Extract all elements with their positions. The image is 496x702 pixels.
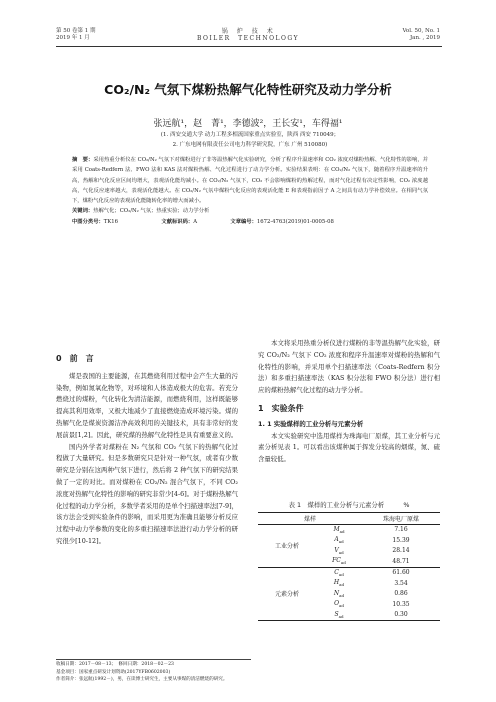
footnote-rule bbox=[56, 659, 251, 660]
journal-name: 锅 炉 技 术 BOILER TECHNOLOGY bbox=[196, 28, 300, 42]
table-value: 7.16 bbox=[394, 526, 408, 534]
author-list: 张远航¹，赵 菁¹，李德波²，王长安¹，车得福¹ bbox=[153, 119, 343, 129]
table-item: $M_{ad}$ bbox=[333, 525, 345, 534]
right-column bbox=[258, 338, 440, 466]
intro-paragraph-1: 煤是我国的主要能源，在其燃烧利用过程中会产生大量的污染物，例如氮氧化物等，对环境和人体造成极大的危害。若充分燃烧过的煤粉，气化转化为清洁能源，而燃烧利用，这样既能够提高其利用效率，又极大地减少了直接燃烧造成环境污染。煤的热解气化是煤炭资源洁净高效利用的关键技术，具有非常好的发展前景[1,2]。因此，研究煤的热解气化特性是具有重要意义的。 bbox=[56, 371, 238, 439]
left-column bbox=[56, 353, 238, 548]
abstract-text: 摘 要：采用热重分析仪在 CO₂/N₂ 气氛下对煤粉进行了非等温热解气化实验研究，分析了程序升温速率和 CO₂ 浓度对煤粉热解、气化特性的影响，并采用 Coats-Redfern 法、FWO 法和 KAS 法对煤粉热解、气化过程进行了动力学分析。实验结果表明：在 CO₂/N₂ 气氛下，随着程序升温速率的升高，热解和气化反应区间均增大，表观活化能均减小。在 CO₂/N₂ 气氛下，CO₂ 不会影响煤粉的热解过程，而对气化过程有决定性影响，CO₂ 浓度越高，气化反应速率越大，表观活化能越大。在 CO₂/N₂ 气氛中煤粉气化反应的表观活化能 E 和表观指前因子 A 之间具有动力学补偿效应。在相同气氛下，煤粉气化反应的表观活化能随转化率的增大而减小。 bbox=[72, 157, 428, 205]
table-value: 0.86 bbox=[394, 590, 408, 598]
paper-title: CO₂/N₂ 气氛下煤粉热解气化特性研究及动力学分析 bbox=[104, 82, 392, 97]
affiliations: (1. 西安交通大学 动力工程多相流国家重点实验室，陕西 西安 710049； 2. 广东电网有限责任公司电力科学研究院，广东 广州 510080) bbox=[160, 132, 340, 148]
table-value: 28.14 bbox=[392, 547, 410, 555]
coal-analysis-table bbox=[258, 500, 440, 621]
subsection-heading: 1. 1 实验煤样的工业分析与元素分析 bbox=[258, 419, 364, 428]
table-header-coal: 珠海电厂原煤 bbox=[382, 515, 419, 523]
intro-paragraph-3: 本文将采用热重分析仪进行煤粉的非等温热解气化实验，研究 CO₂/N₂ 气氛下 CO₂ 浓度和程序升温速率对煤粉的热解和气化特性的影响，并采用单个扫描速率法（Coats-Redfern 积分法）和多重扫描速率法（KAS 积分法和 FWO 积分法）进行相应的煤粉热解气化过程的动力学分析。 bbox=[258, 339, 440, 395]
experiment-paragraph: 本文实验研究中选用煤样为珠海电厂原煤，其工业分析与元素分析见表 1。可以看出该煤种属于挥发分较高的烟煤，氮、硫含量较低。 bbox=[258, 431, 440, 464]
table-value: 3.54 bbox=[394, 579, 408, 587]
table-item: $FC_{ad}$ bbox=[332, 557, 346, 566]
table-value: 15.39 bbox=[392, 536, 410, 544]
journal-date-info: Vol. 50, No. 1 Jan. , 2019 bbox=[402, 28, 440, 41]
table-row bbox=[258, 524, 440, 535]
table-value: 48.71 bbox=[392, 557, 410, 565]
table-caption: 表 1 煤样的工业分析与元素分析 % bbox=[288, 501, 410, 509]
table-item: $C_{ad}$ bbox=[334, 568, 344, 577]
table-value: 61.60 bbox=[392, 569, 410, 577]
table-item: $N_{ad}$ bbox=[333, 589, 345, 598]
table-header-sample: 煤样 bbox=[303, 515, 316, 523]
table-item: $A_{ad}$ bbox=[334, 536, 344, 545]
table-value: 0.30 bbox=[394, 611, 408, 619]
table-item: $H_{ad}$ bbox=[333, 579, 345, 588]
table-item: $O_{ad}$ bbox=[334, 600, 344, 609]
table-row bbox=[258, 567, 440, 578]
keywords-line: 关键词：热解气化；CO₂/N₂ 气氛；热重实验；动力学分析 bbox=[72, 208, 210, 215]
section-heading-experiment: 1 实验条件 bbox=[258, 403, 304, 413]
abstract-block bbox=[72, 155, 428, 227]
footnotes: 收稿日期：2017－08－13； 修回日期：2018－02－23 基金项目：国家重点研发计划资助(2017YFB0602003) 作者简介：张远航(1992－)，男，在读博士研究生，主要从事煤的清洁燃烧的研究。 bbox=[56, 662, 228, 682]
table-item: $V_{ad}$ bbox=[334, 546, 344, 555]
table-group-label: 元素分析 bbox=[274, 591, 299, 599]
header-rule bbox=[56, 46, 442, 47]
section-heading-intro: 0 前 言 bbox=[56, 354, 94, 363]
classification-line: 中图分类号：TK16 文献标识码：A 文章编号：1672-4763(2019)01-0005-08 bbox=[72, 218, 334, 225]
table-value: 10.35 bbox=[392, 600, 410, 608]
intro-paragraph-2: 国内外学者对煤粉在 N₂ 气氛和 CO₂ 气氛下的热解气化过程做了大量研究。但是多数研究只是针对一种气氛，或者有少数研究是分别在这两种气氛下进行，然后将 2 种气氛下的研究结果做了一定的对比。而对煤粉在 CO₂/N₂ 混合气氛下，不同 CO₂ 浓度对热解气化特性的影响的研究非常少[4-6]。对于煤粉热解气化过程的动力学分析，多数学者采用的是单个扫描速率法[7-9]，该方法会受到实验条件的影响，而采用更为准确且能够分析反应过程中动力学参数的变化的多重扫描速率法进行动力学分析的研究很少[10-12]。 bbox=[56, 442, 238, 545]
table-item: $S_{ad}$ bbox=[334, 610, 344, 619]
table-group-label: 工业分析 bbox=[274, 543, 299, 550]
journal-volume-info: 第 50 卷第 1 期 2019 年 1 月 bbox=[56, 28, 96, 41]
